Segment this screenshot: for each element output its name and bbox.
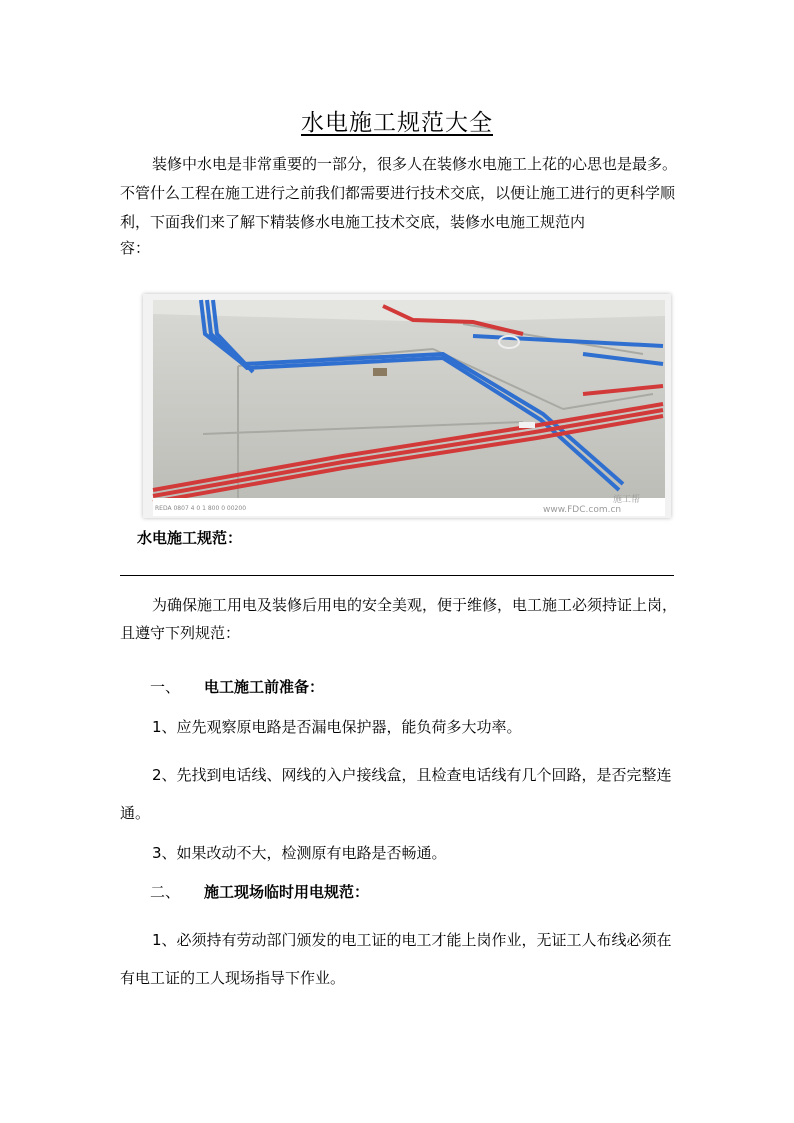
- safety-paragraph: 为确保施工用电及装修后用电的安全美观，便于维修，电工施工必须持证上岗，且遵守下列规范：: [120, 596, 678, 642]
- photo-logo: 施工帮: [613, 495, 641, 505]
- section-label: 水电施工规范：: [137, 529, 243, 547]
- photo-caption: REDA 0807 4 0 1 800 0 00200: [155, 505, 247, 512]
- heading-prep: [150, 676, 324, 697]
- heading-temp-power: [150, 881, 369, 902]
- list-item: 1、应先观察原电路是否漏电保护器，能负荷多大功率。: [152, 718, 522, 736]
- photo-watermark: www.FDC.com.cn: [543, 505, 622, 515]
- intro-paragraph: [120, 150, 680, 259]
- intro-text: 装修中水电是非常重要的一部分，很多人在装修水电施工上花的心思也是最多。不管什么工程在施工进行之前我们都需要进行技术交底，以便让施工进行的更科学顺利，下面我们来了解下精装修水电施工技术交底，装修水电施工规范内: [120, 155, 678, 231]
- heading-temp-text: 施工现场临时用电规范：: [204, 883, 370, 901]
- heading-prep-text: 电工施工前准备：: [204, 678, 325, 696]
- heading-prep-number: 一、: [150, 678, 181, 696]
- page-title: 水电施工规范大全: [301, 110, 493, 136]
- floor-conduit-image: [143, 294, 671, 518]
- list-item: 1、必须持有劳动部门颁发的电工证的电工才能上岗作业，无证工人布线必须在有电工证的工人现场指导下作业。: [120, 931, 672, 987]
- list-item: 2、先找到电话线、网线的入户接线盒，且检查电话线有几个回路，是否完整连通。: [120, 766, 672, 822]
- divider: [120, 575, 674, 576]
- construction-photo: [143, 294, 671, 518]
- heading-temp-number: 二、: [150, 883, 181, 901]
- list-item: 3、如果改动不大，检测原有电路是否畅通。: [152, 844, 447, 862]
- intro-tail: 容：: [120, 239, 151, 257]
